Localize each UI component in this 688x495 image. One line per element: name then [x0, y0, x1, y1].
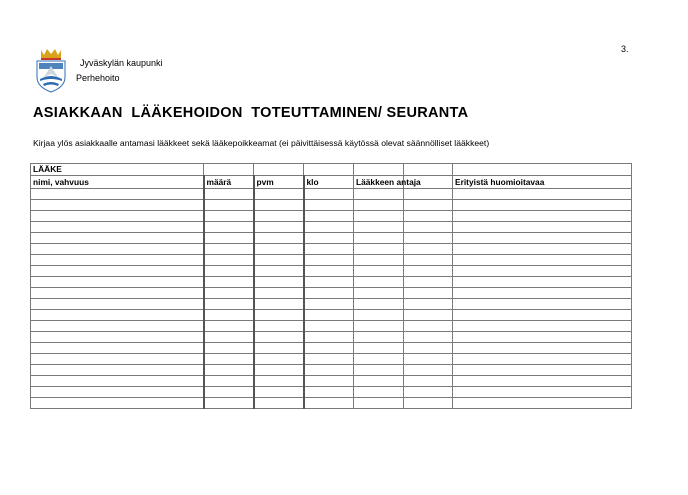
header-name-strength: nimi, vahvuus: [31, 176, 204, 189]
table-row: [31, 343, 632, 354]
table-row: [31, 222, 632, 233]
table-cell[interactable]: [31, 277, 204, 288]
table-cell[interactable]: [404, 321, 453, 332]
table-cell[interactable]: [204, 288, 254, 299]
table-cell[interactable]: [254, 354, 304, 365]
table-cell[interactable]: [453, 343, 632, 354]
instruction-text: Kirjaa ylös asiakkaalle antamasi lääkkeet sekä lääkepoikkeamat (ei päivittäisessä käytössä olevat säännölliset lääkkeet): [33, 138, 490, 148]
table-cell[interactable]: [204, 398, 254, 409]
table-cell[interactable]: [404, 255, 453, 266]
table-cell[interactable]: [304, 266, 354, 277]
table-cell[interactable]: [404, 398, 453, 409]
table-cell[interactable]: [254, 299, 304, 310]
table-cell[interactable]: [204, 310, 254, 321]
table-cell[interactable]: [354, 387, 404, 398]
organization-department: Perhehoito: [76, 73, 120, 83]
table-cell[interactable]: [354, 321, 404, 332]
table-cell[interactable]: [31, 189, 204, 200]
table-cell[interactable]: [404, 233, 453, 244]
table-cell[interactable]: [354, 299, 404, 310]
table-cell[interactable]: [304, 222, 354, 233]
table-cell[interactable]: [304, 299, 354, 310]
table-cell[interactable]: [354, 354, 404, 365]
table-cell[interactable]: [204, 200, 254, 211]
table-cell[interactable]: [404, 299, 453, 310]
table-cell[interactable]: [404, 189, 453, 200]
header-cell-empty: [354, 164, 404, 176]
table-cell[interactable]: [304, 332, 354, 343]
table-cell[interactable]: [254, 233, 304, 244]
table-cell[interactable]: [254, 365, 304, 376]
table-row: [31, 255, 632, 266]
table-cell[interactable]: [354, 200, 404, 211]
table-cell[interactable]: [304, 233, 354, 244]
table-cell[interactable]: [254, 332, 304, 343]
table-cell[interactable]: [304, 376, 354, 387]
table-cell[interactable]: [304, 354, 354, 365]
header-date: pvm: [254, 176, 304, 189]
table-cell[interactable]: [31, 299, 204, 310]
table-row: [31, 387, 632, 398]
table-cell[interactable]: [204, 343, 254, 354]
table-cell[interactable]: [304, 398, 354, 409]
table-cell[interactable]: [31, 255, 204, 266]
table-cell[interactable]: [453, 211, 632, 222]
table-row: [31, 354, 632, 365]
table-cell[interactable]: [31, 244, 204, 255]
header-amount: määrä: [204, 176, 254, 189]
table-row: [31, 200, 632, 211]
header-time: klo: [304, 176, 354, 189]
table-cell[interactable]: [31, 376, 204, 387]
table-cell[interactable]: [304, 277, 354, 288]
table-cell[interactable]: [453, 310, 632, 321]
table-row: [31, 233, 632, 244]
table-cell[interactable]: [404, 376, 453, 387]
table-row: [31, 365, 632, 376]
table-cell[interactable]: [404, 222, 453, 233]
table-cell[interactable]: [254, 387, 304, 398]
table-cell[interactable]: [254, 244, 304, 255]
coat-of-arms-logo: [34, 47, 68, 93]
table-cell[interactable]: [204, 222, 254, 233]
table-cell[interactable]: [354, 266, 404, 277]
table-cell[interactable]: [254, 288, 304, 299]
table-cell[interactable]: [404, 244, 453, 255]
table-cell[interactable]: [354, 233, 404, 244]
table-cell[interactable]: [204, 365, 254, 376]
table-cell[interactable]: [204, 321, 254, 332]
table-cell[interactable]: [254, 200, 304, 211]
table-cell[interactable]: [254, 255, 304, 266]
table-cell[interactable]: [254, 277, 304, 288]
table-cell[interactable]: [31, 398, 204, 409]
header-special-notes: Erityistä huomioitavaa: [453, 176, 632, 189]
header-cell-empty: [453, 164, 632, 176]
table-cell[interactable]: [354, 343, 404, 354]
table-cell[interactable]: [31, 310, 204, 321]
table-cell[interactable]: [453, 354, 632, 365]
table-cell[interactable]: [204, 211, 254, 222]
table-cell[interactable]: [204, 387, 254, 398]
table-cell[interactable]: [404, 387, 453, 398]
table-row: [31, 310, 632, 321]
table-cell[interactable]: [31, 332, 204, 343]
table-cell[interactable]: [354, 255, 404, 266]
table-row: [31, 277, 632, 288]
table-cell[interactable]: [31, 387, 204, 398]
table-cell[interactable]: [453, 277, 632, 288]
table-cell[interactable]: [453, 266, 632, 277]
table-cell[interactable]: [304, 310, 354, 321]
table-cell[interactable]: [453, 189, 632, 200]
table-cell[interactable]: [453, 200, 632, 211]
header-cell-empty: [204, 164, 254, 176]
table-cell[interactable]: [404, 200, 453, 211]
table-cell[interactable]: [404, 288, 453, 299]
table-cell[interactable]: [453, 398, 632, 409]
table-cell[interactable]: [304, 211, 354, 222]
table-cell[interactable]: [354, 288, 404, 299]
table-cell[interactable]: [304, 244, 354, 255]
table-cell[interactable]: [254, 376, 304, 387]
table-row: [31, 244, 632, 255]
table-cell[interactable]: [31, 288, 204, 299]
table-cell[interactable]: [254, 343, 304, 354]
table-cell[interactable]: [204, 244, 254, 255]
table-cell[interactable]: [354, 376, 404, 387]
table-cell[interactable]: [453, 222, 632, 233]
page-number: 3.: [621, 44, 629, 54]
table-cell[interactable]: [204, 277, 254, 288]
table-cell[interactable]: [354, 332, 404, 343]
table-cell[interactable]: [31, 200, 204, 211]
table-cell[interactable]: [304, 255, 354, 266]
header-cell-laake: LÄÄKE: [31, 164, 204, 176]
table-cell[interactable]: [204, 255, 254, 266]
table-cell[interactable]: [31, 222, 204, 233]
table-cell[interactable]: [204, 299, 254, 310]
table-cell[interactable]: [404, 343, 453, 354]
table-cell[interactable]: [254, 310, 304, 321]
table-cell[interactable]: [354, 211, 404, 222]
table-cell[interactable]: [204, 376, 254, 387]
table-cell[interactable]: [354, 222, 404, 233]
table-cell[interactable]: [354, 310, 404, 321]
medication-table: [30, 163, 632, 409]
table-cell[interactable]: [204, 233, 254, 244]
table-cell[interactable]: [31, 354, 204, 365]
table-cell[interactable]: [453, 376, 632, 387]
table-cell[interactable]: [404, 365, 453, 376]
table-cell[interactable]: [304, 288, 354, 299]
table-cell[interactable]: [254, 222, 304, 233]
header-cell-empty: [254, 164, 304, 176]
table-cell[interactable]: [453, 244, 632, 255]
table-row: [31, 299, 632, 310]
table-cell[interactable]: [404, 211, 453, 222]
table-cell[interactable]: [31, 211, 204, 222]
table-cell[interactable]: [404, 310, 453, 321]
document-title: ASIAKKAAN LÄÄKEHOIDON TOTEUTTAMINEN/ SEURANTA: [33, 105, 469, 121]
table-cell[interactable]: [453, 299, 632, 310]
organization-name: Jyväskylän kaupunki: [80, 58, 163, 68]
table-cell[interactable]: [31, 233, 204, 244]
table-cell[interactable]: [453, 321, 632, 332]
table-cell[interactable]: [204, 266, 254, 277]
table-cell[interactable]: [453, 288, 632, 299]
header-administered-by: Lääkkeen antaja: [354, 176, 404, 189]
table-cell[interactable]: [404, 332, 453, 343]
table-header-row-top: [31, 164, 632, 176]
table-cell[interactable]: [254, 398, 304, 409]
table-cell[interactable]: [404, 354, 453, 365]
table-row: [31, 398, 632, 409]
table-cell[interactable]: [453, 233, 632, 244]
table-cell[interactable]: [304, 365, 354, 376]
table-cell[interactable]: [31, 266, 204, 277]
table-cell[interactable]: [404, 266, 453, 277]
table-cell[interactable]: [31, 321, 204, 332]
table-cell[interactable]: [354, 189, 404, 200]
table-cell[interactable]: [204, 189, 254, 200]
table-cell[interactable]: [304, 321, 354, 332]
table-row: [31, 189, 632, 200]
header-cell-empty: [304, 164, 354, 176]
table-cell[interactable]: [254, 266, 304, 277]
table-cell[interactable]: [31, 343, 204, 354]
table-cell[interactable]: [453, 387, 632, 398]
table-cell[interactable]: [304, 387, 354, 398]
table-cell[interactable]: [354, 365, 404, 376]
table-row: [31, 332, 632, 343]
table-cell[interactable]: [304, 189, 354, 200]
table-cell[interactable]: [254, 321, 304, 332]
table-cell[interactable]: [204, 332, 254, 343]
table-cell[interactable]: [453, 255, 632, 266]
table-cell[interactable]: [31, 365, 204, 376]
table-cell[interactable]: [304, 343, 354, 354]
table-cell[interactable]: [453, 332, 632, 343]
table-cell[interactable]: [254, 189, 304, 200]
table-header-row: [31, 176, 632, 189]
table-cell[interactable]: [254, 211, 304, 222]
table-cell[interactable]: [354, 244, 404, 255]
table-row: [31, 321, 632, 332]
table-cell[interactable]: [204, 354, 254, 365]
header-cell-empty: [404, 164, 453, 176]
table-cell[interactable]: [304, 200, 354, 211]
table-row: [31, 288, 632, 299]
table-row: [31, 211, 632, 222]
table-row: [31, 266, 632, 277]
table-cell[interactable]: [453, 365, 632, 376]
table-cell[interactable]: [404, 277, 453, 288]
table-cell[interactable]: [354, 277, 404, 288]
table-row: [31, 376, 632, 387]
table-cell[interactable]: [354, 398, 404, 409]
